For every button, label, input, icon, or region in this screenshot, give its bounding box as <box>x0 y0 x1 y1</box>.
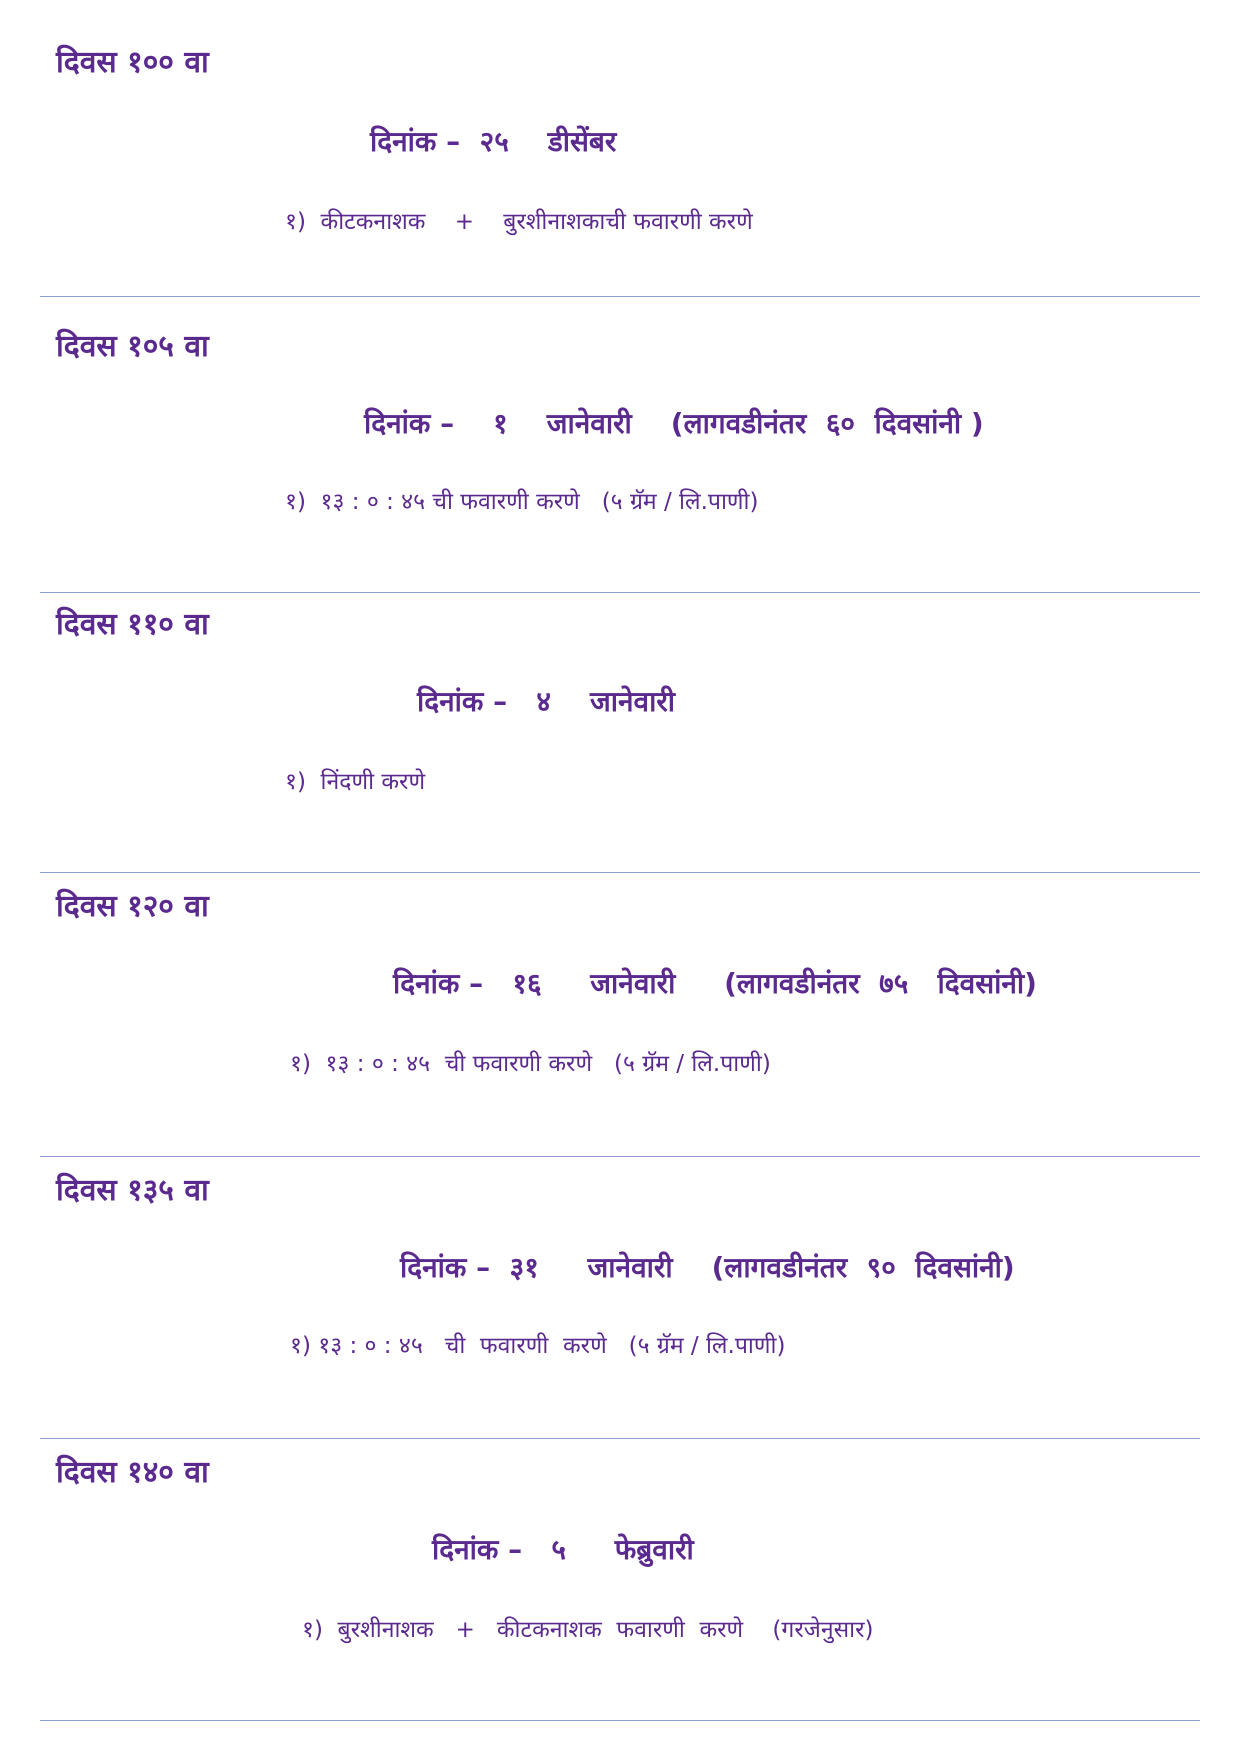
day-title: दिवस १०० वा <box>56 45 209 80</box>
date-heading: दिनांक – ३१ जानेवारी (लागवडीनंतर ९० दिवसांनी) <box>400 1251 1015 1284</box>
task-item: १) निंदणी करणे <box>285 769 426 795</box>
day-title: दिवस १३५ वा <box>56 1173 209 1208</box>
section-divider <box>40 872 1200 873</box>
section-divider <box>40 1156 1200 1157</box>
section-divider <box>40 1438 1200 1439</box>
date-heading: दिनांक – ४ जानेवारी <box>417 685 676 718</box>
day-title: दिवस १०५ वा <box>56 329 209 364</box>
task-item: १) १३ : ० : ४५ ची फवारणी करणे (५ ग्रॅम / लि.पाणी) <box>290 1051 771 1077</box>
day-title: दिवस १२० वा <box>56 889 209 924</box>
date-heading: दिनांक – १६ जानेवारी (लागवडीनंतर ७५ दिवसांनी) <box>393 967 1037 1000</box>
section-divider <box>40 592 1200 593</box>
date-heading: दिनांक – ५ फेब्रुवारी <box>432 1533 694 1566</box>
day-title: दिवस ११० वा <box>56 607 209 642</box>
section-divider <box>40 296 1200 297</box>
day-title: दिवस १४० वा <box>56 1455 209 1490</box>
date-heading: दिनांक – २५ डीसेंबर <box>370 125 617 158</box>
date-heading: दिनांक – १ जानेवारी (लागवडीनंतर ६० दिवसांनी ) <box>364 407 984 440</box>
task-item: १) कीटकनाशक + बुरशीनाशकाची फवारणी करणे <box>285 209 753 235</box>
task-item: १) बुरशीनाशक + कीटकनाशक फवारणी करणे (गरजेनुसार) <box>302 1617 874 1643</box>
task-item: १) १३ : ० : ४५ ची फवारणी करणे (५ ग्रॅम / लि.पाणी) <box>290 1333 786 1359</box>
task-item: १) १३ : ० : ४५ ची फवारणी करणे (५ ग्रॅम / लि.पाणी) <box>285 489 759 515</box>
section-divider <box>40 1720 1200 1721</box>
